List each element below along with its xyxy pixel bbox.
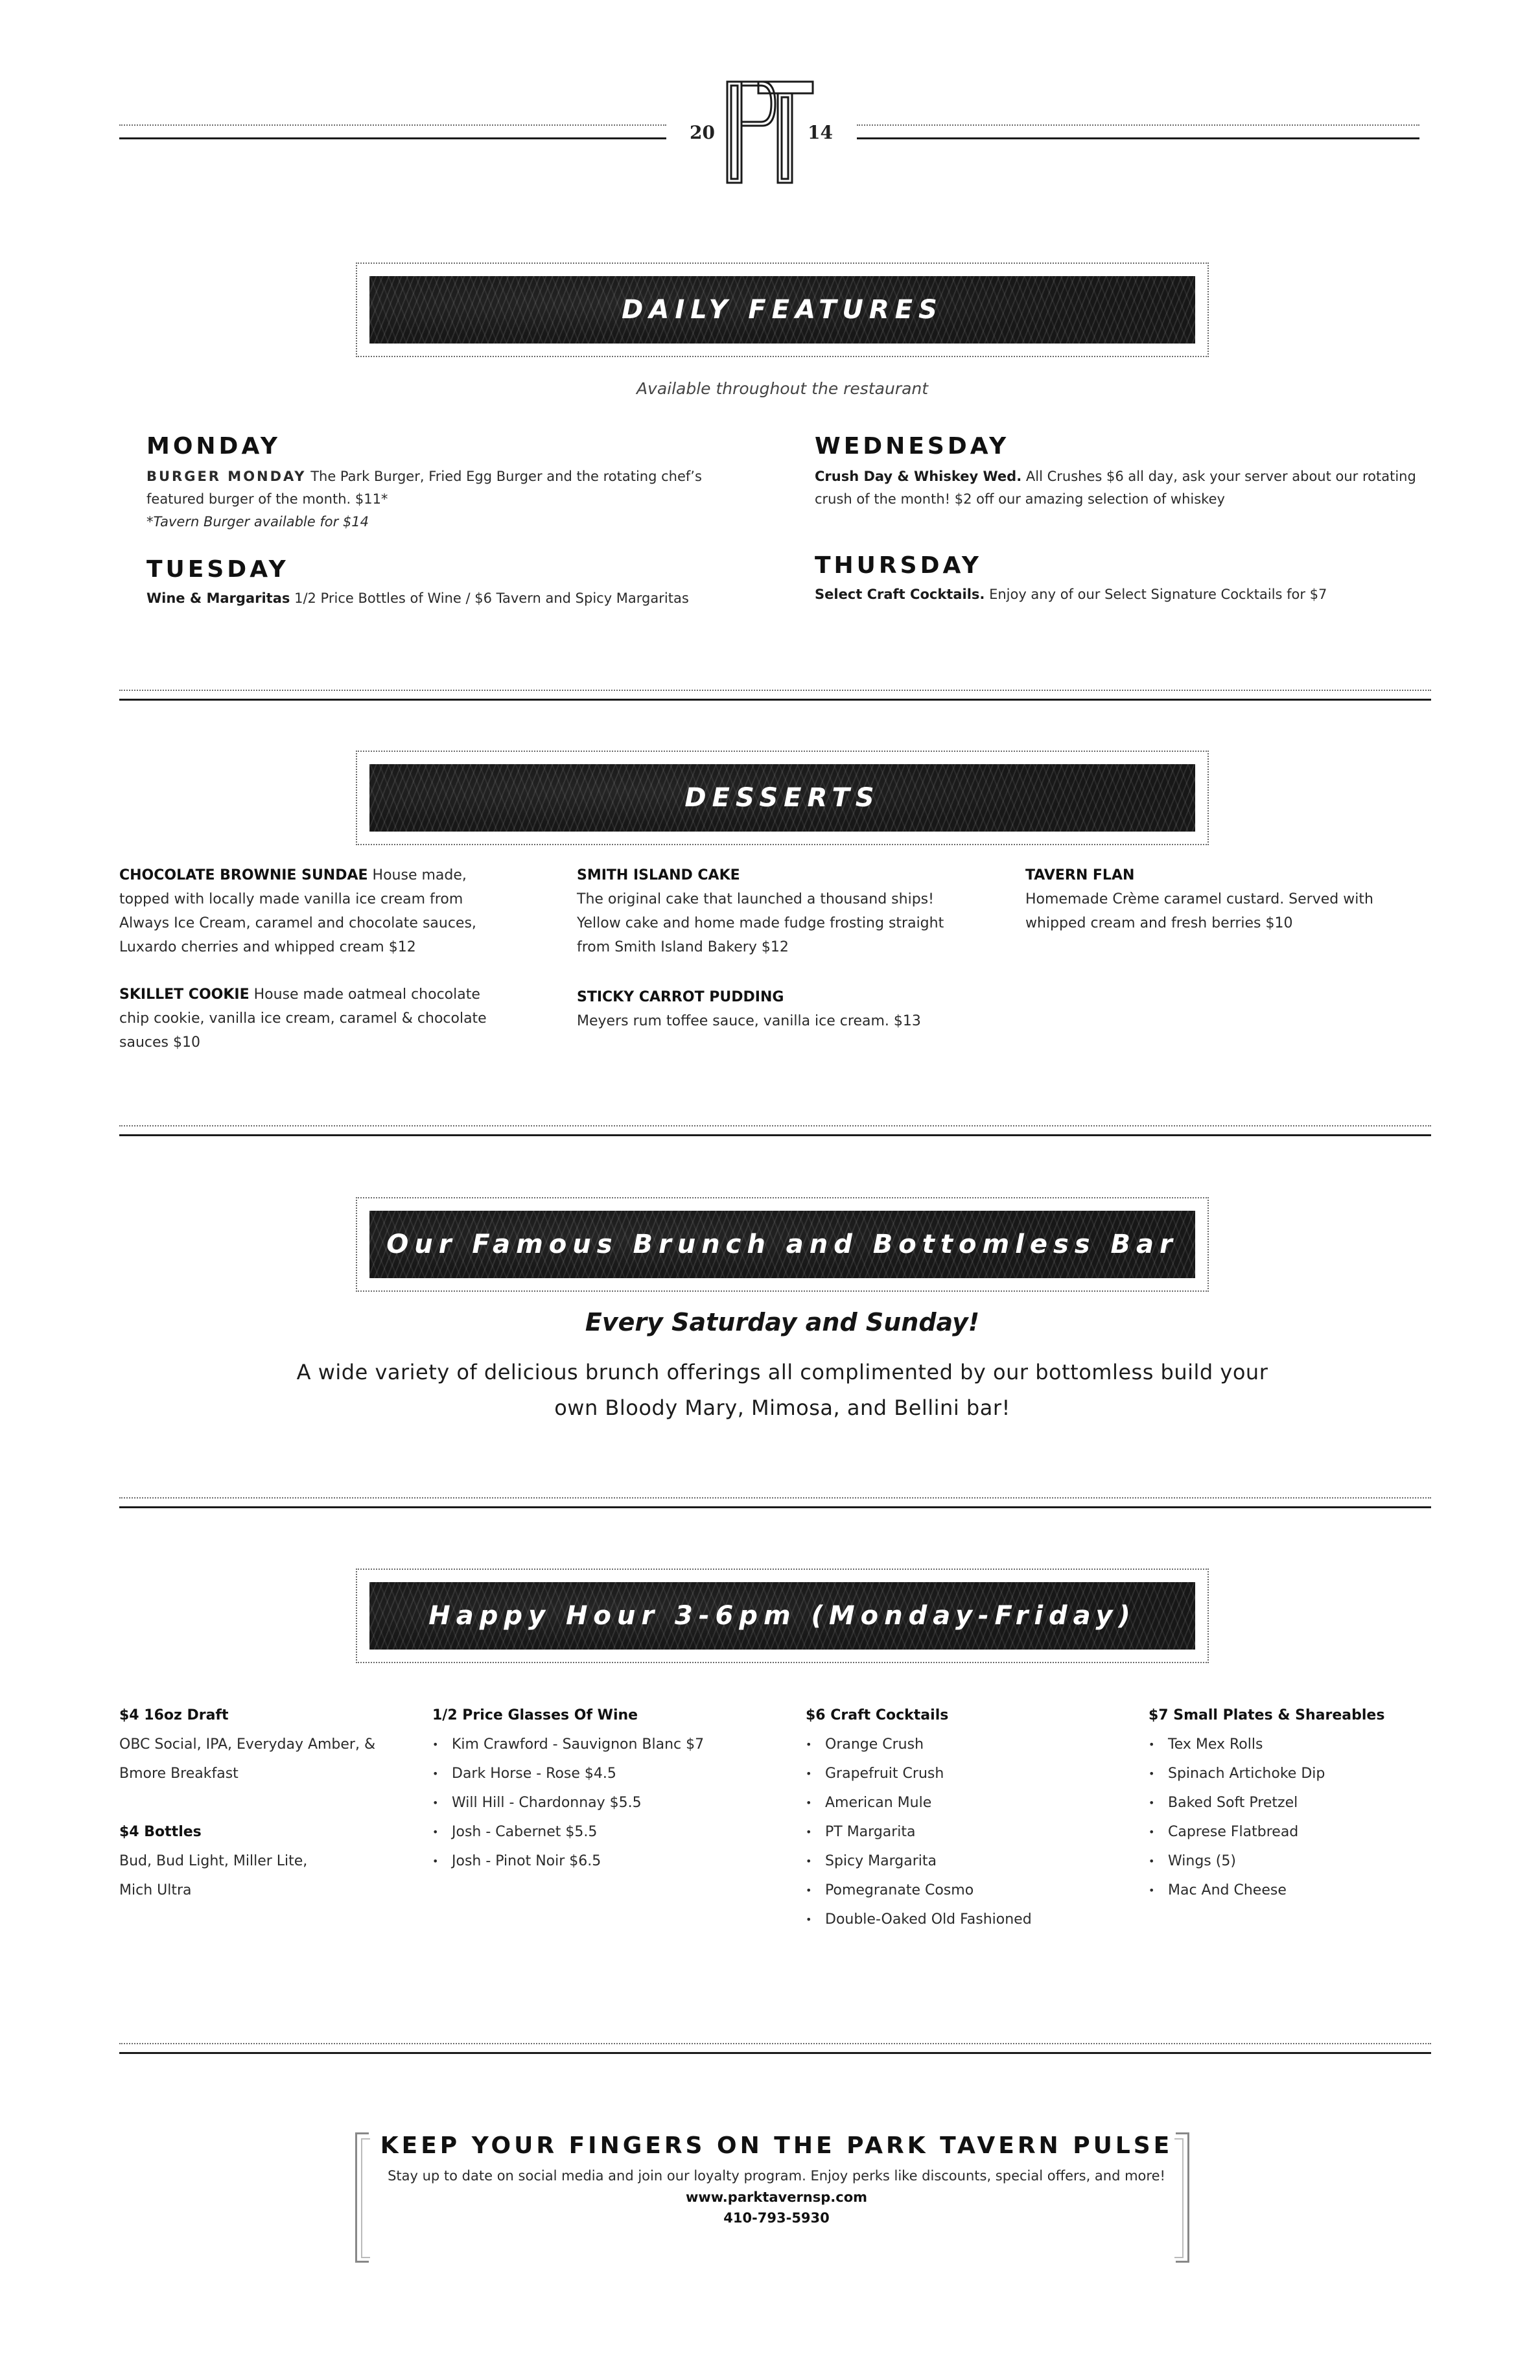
dessert-brownie-name: CHOCOLATE BROWNIE SUNDAE bbox=[119, 867, 368, 883]
hh-beer-column bbox=[119, 1701, 417, 1905]
list-item: • Double-Oaked Old Fashioned bbox=[806, 1905, 1130, 1934]
hh-plates-title: $7 Small Plates & Shareables bbox=[1149, 1707, 1385, 1723]
dessert-skillet-l1: House made oatmeal chocolate bbox=[253, 986, 480, 1003]
wednesday-text bbox=[815, 465, 1437, 511]
monday-note: *Tavern Burger available for $14 bbox=[146, 514, 369, 530]
thursday-title: THURSDAY bbox=[815, 552, 982, 579]
dessert-skillet-l2: chip cookie, vanilla ice cream, caramel & chocolate bbox=[119, 1010, 487, 1027]
list-item: • Grapefruit Crush bbox=[806, 1759, 1130, 1788]
list-item: • Dark Horse - Rose $4.5 bbox=[432, 1759, 769, 1788]
tuesday-line: 1/2 Price Bottles of Wine / $6 Tavern and Spicy Margaritas bbox=[294, 590, 689, 606]
list-item: • Tex Mex Rolls bbox=[1149, 1730, 1434, 1759]
daily-features-banner bbox=[369, 276, 1195, 344]
logo-year-left: 20 bbox=[690, 122, 715, 143]
happy-hour-banner-frame bbox=[356, 1569, 1209, 1663]
header-rule-dotted-right bbox=[857, 124, 1419, 126]
hh-cocktails-column bbox=[806, 1701, 1130, 1934]
brunch-banner bbox=[369, 1211, 1195, 1278]
list-item: • Josh - Cabernet $5.5 bbox=[432, 1817, 769, 1847]
dessert-carrot-name: STICKY CARROT PUDDING bbox=[577, 989, 784, 1005]
dessert-flan-l1: Homemade Crème caramel custard. Served with bbox=[1025, 891, 1373, 907]
wednesday-line-2: crush of the month! $2 off our amazing selection of whiskey bbox=[815, 491, 1225, 507]
dessert-flan-l2: whipped cream and fresh berries $10 bbox=[1025, 915, 1293, 931]
dessert-brownie-l3: Always Ice Cream, caramel and chocolate sauces, bbox=[119, 915, 476, 931]
list-item: • Mac And Cheese bbox=[1149, 1876, 1434, 1905]
list-item: • Kim Crawford - Sauvignon Blanc $7 bbox=[432, 1730, 769, 1759]
pt-logo-mark bbox=[725, 78, 815, 187]
desserts-title: DESSERTS bbox=[684, 783, 880, 813]
list-item: • Orange Crush bbox=[806, 1730, 1130, 1759]
hh-wine-list bbox=[432, 1730, 769, 1876]
divider-1 bbox=[119, 699, 1431, 701]
header-rule-left bbox=[119, 137, 666, 139]
dessert-brownie-l1: House made, bbox=[372, 867, 467, 883]
thursday-label: Select Craft Cocktails. bbox=[815, 587, 985, 602]
dessert-smith-l1: The original cake that launched a thousand ships! bbox=[577, 891, 934, 907]
list-item: • Baked Soft Pretzel bbox=[1149, 1788, 1434, 1817]
daily-features-title: DAILY FEATURES bbox=[622, 295, 943, 325]
header-rule-dotted-left bbox=[119, 124, 666, 126]
hh-plates-column bbox=[1149, 1701, 1434, 1905]
footer-title: KEEP YOUR FINGERS ON THE PARK TAVERN PULSE bbox=[380, 2132, 1173, 2159]
dessert-brownie-l2: topped with locally made vanilla ice cream from bbox=[119, 891, 463, 907]
dessert-skillet bbox=[119, 983, 534, 1055]
monday-line-2: featured burger of the month. $11* bbox=[146, 491, 388, 507]
monday-line-1: The Park Burger, Fried Egg Burger and the rotating chef’s bbox=[310, 469, 702, 484]
dessert-smith-name: SMITH ISLAND CAKE bbox=[577, 867, 740, 883]
list-item: • Spinach Artichoke Dip bbox=[1149, 1759, 1434, 1788]
header-rule-right bbox=[857, 137, 1419, 139]
dessert-carrot-l1: Meyers rum toffee sauce, vanilla ice cream. $13 bbox=[577, 1013, 921, 1029]
monday-title: MONDAY bbox=[146, 433, 281, 460]
happy-hour-banner bbox=[369, 1582, 1195, 1650]
brunch-headline: Every Saturday and Sunday! bbox=[585, 1308, 980, 1336]
thursday-text bbox=[815, 583, 1437, 606]
brunch-body-line-2: own Bloody Mary, Mimosa, and Bellini bar! bbox=[554, 1395, 1010, 1420]
divider-dotted-2 bbox=[119, 1125, 1431, 1126]
list-item: • Wings (5) bbox=[1149, 1847, 1434, 1876]
list-item: • Caprese Flatbread bbox=[1149, 1817, 1434, 1847]
hh-bottles-l2: Mich Ultra bbox=[119, 1882, 192, 1898]
logo-year-right: 14 bbox=[808, 122, 833, 143]
desserts-banner bbox=[369, 764, 1195, 832]
dessert-carrot bbox=[577, 985, 992, 1033]
wednesday-title: WEDNESDAY bbox=[815, 433, 1010, 460]
list-item: • Spicy Margarita bbox=[806, 1847, 1130, 1876]
list-item: • American Mule bbox=[806, 1788, 1130, 1817]
tuesday-text bbox=[146, 587, 782, 610]
hh-draft-l2: Bmore Breakfast bbox=[119, 1766, 239, 1782]
dessert-flan-name: TAVERN FLAN bbox=[1025, 867, 1135, 883]
dessert-flan bbox=[1025, 863, 1440, 935]
tuesday-label: Wine & Margaritas bbox=[146, 590, 290, 606]
list-item: • Will Hill - Chardonnay $5.5 bbox=[432, 1788, 769, 1817]
dessert-smith bbox=[577, 863, 992, 959]
hh-draft-title: $4 16oz Draft bbox=[119, 1707, 229, 1723]
hh-wine-column bbox=[432, 1701, 769, 1876]
divider-4 bbox=[119, 2052, 1431, 2054]
brunch-title: Our Famous Brunch and Bottomless Bar bbox=[386, 1230, 1178, 1259]
dessert-brownie bbox=[119, 863, 534, 959]
footer-website[interactable]: www.parktavernsp.com bbox=[685, 2189, 868, 2205]
list-item: • Josh - Pinot Noir $6.5 bbox=[432, 1847, 769, 1876]
dessert-skillet-l3: sauces $10 bbox=[119, 1034, 200, 1051]
divider-dotted-1 bbox=[119, 690, 1431, 691]
hh-bottles-title: $4 Bottles bbox=[119, 1824, 202, 1840]
daily-features-subtitle: Available throughout the restaurant bbox=[636, 379, 929, 398]
divider-3 bbox=[119, 1506, 1431, 1508]
list-item: • PT Margarita bbox=[806, 1817, 1130, 1847]
footer-text: Stay up to date on social media and join our loyalty program. Enjoy perks like discounts, special offers, and more! bbox=[388, 2168, 1165, 2184]
monday-text bbox=[146, 465, 782, 533]
hh-bottles-l1: Bud, Bud Light, Miller Lite, bbox=[119, 1853, 308, 1869]
thursday-line: Enjoy any of our Select Signature Cocktails for $7 bbox=[989, 587, 1327, 602]
dessert-smith-l3: from Smith Island Bakery $12 bbox=[577, 939, 789, 955]
dessert-smith-l2: Yellow cake and home made fudge frosting straight bbox=[577, 915, 944, 931]
hh-draft-l1: OBC Social, IPA, Everyday Amber, & bbox=[119, 1736, 376, 1753]
wednesday-line-1: All Crushes $6 all day, ask your server about our rotating bbox=[1025, 469, 1416, 484]
tuesday-title: TUESDAY bbox=[146, 556, 289, 583]
daily-features-banner-frame bbox=[356, 262, 1209, 357]
brunch-body-line-1: A wide variety of delicious brunch offerings all complimented by our bottomless build your bbox=[296, 1360, 1268, 1384]
happy-hour-title: Happy Hour 3-6pm (Monday-Friday) bbox=[428, 1601, 1136, 1631]
brunch-body bbox=[0, 1355, 1540, 1426]
monday-label: BURGER MONDAY bbox=[146, 469, 307, 484]
hh-cocktails-title: $6 Craft Cocktails bbox=[806, 1707, 949, 1723]
hh-cocktails-list bbox=[806, 1730, 1130, 1934]
desserts-banner-frame bbox=[356, 751, 1209, 845]
footer-phone[interactable]: 410-793-5930 bbox=[723, 2210, 830, 2226]
dessert-skillet-name: SKILLET COOKIE bbox=[119, 986, 250, 1003]
dessert-brownie-l4: Luxardo cherries and whipped cream $12 bbox=[119, 939, 416, 955]
wednesday-label: Crush Day & Whiskey Wed. bbox=[815, 469, 1022, 484]
hh-wine-title: 1/2 Price Glasses Of Wine bbox=[432, 1707, 638, 1723]
list-item: • Pomegranate Cosmo bbox=[806, 1876, 1130, 1905]
divider-dotted-3 bbox=[119, 1497, 1431, 1499]
brunch-banner-frame bbox=[356, 1197, 1209, 1292]
divider-2 bbox=[119, 1134, 1431, 1136]
divider-dotted-4 bbox=[119, 2043, 1431, 2044]
hh-plates-list bbox=[1149, 1730, 1434, 1905]
